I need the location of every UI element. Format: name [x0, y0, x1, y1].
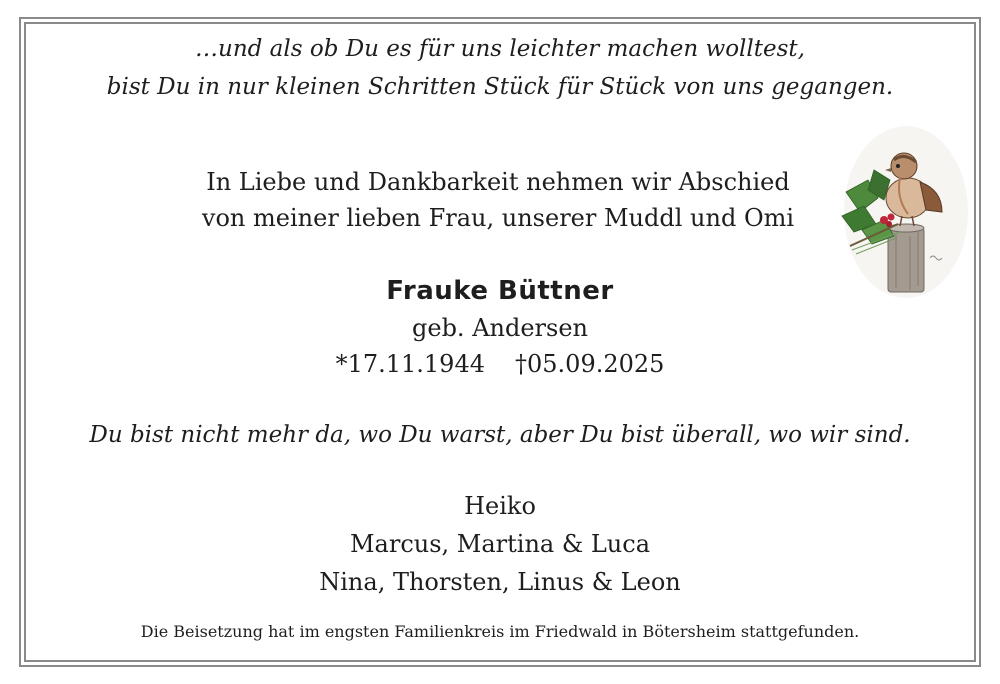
maiden-name: geb. Andersen [412, 314, 588, 342]
signature-line: Heiko [464, 492, 536, 520]
signature-line: Nina, Thorsten, Linus & Leon [319, 568, 681, 596]
memorial-quote: Du bist nicht mehr da, wo Du warst, aber Du bist überall, wo wir sind. [89, 422, 911, 448]
holly-berry [886, 221, 892, 227]
burial-note: Die Beisetzung hat im engsten Familienkreis im Friedwald in Bötersheim stattgefunden. [140, 622, 860, 641]
life-dates [0, 352, 1000, 376]
wooden-post [888, 228, 924, 292]
intro-line-1: …und als ob Du es für uns leichter machen wolltest, [195, 36, 805, 62]
announcement-line-2: von meiner lieben Frau, unserer Muddl und Omi [201, 204, 795, 232]
announcement-line-1: In Liebe und Dankbarkeit nehmen wir Abschied [206, 168, 790, 196]
intro-line-2: bist Du in nur kleinen Schritten Stück für Stück von uns gegangen. [106, 74, 894, 100]
inner-border [24, 22, 976, 662]
bird-on-post-with-holly-icon [838, 120, 970, 300]
birth-date: *17.11.1944 [335, 350, 485, 378]
holly-berry [888, 214, 895, 221]
signature-line: Marcus, Martina & Luca [349, 530, 651, 558]
death-date: †05.09.2025 [515, 350, 665, 378]
deceased-name: Frauke Büttner [386, 276, 614, 306]
